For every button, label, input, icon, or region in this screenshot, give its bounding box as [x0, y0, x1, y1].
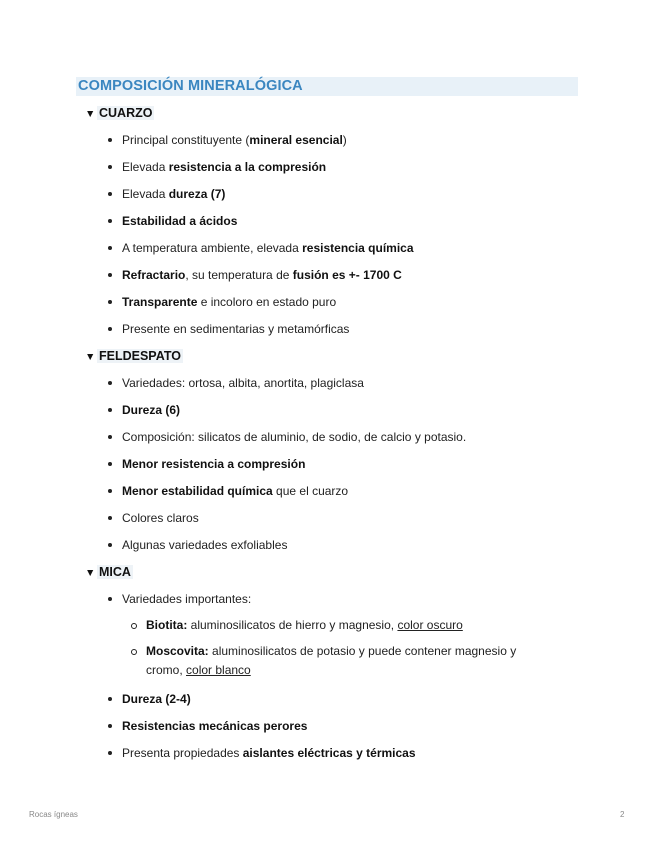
list-item: Transparente e incoloro en estado puro	[108, 294, 336, 310]
bullet-icon	[108, 751, 112, 755]
list-item: Presente en sedimentarias y metamórficas	[108, 321, 349, 337]
section-title: COMPOSICIÓN MINERALÓGICA	[76, 77, 578, 96]
list-item: Resistencias mecánicas perores	[108, 718, 307, 734]
toggle-title: CUARZO	[99, 106, 153, 120]
bullet-icon	[108, 381, 112, 385]
list-item: Algunas variedades exfoliables	[108, 537, 287, 553]
bullet-icon	[108, 543, 112, 547]
list-item: A temperatura ambiente, elevada resistencia química	[108, 240, 414, 256]
bullet-icon	[108, 300, 112, 304]
bullet-icon	[108, 435, 112, 439]
bullet-icon	[108, 246, 112, 250]
toggle-title: MICA	[99, 565, 131, 579]
bullet-icon	[108, 697, 112, 701]
toggle-cuarzo[interactable]	[85, 105, 154, 121]
list-item: Elevada dureza (7)	[108, 186, 225, 202]
bullet-icon	[108, 327, 112, 331]
bullet-icon	[108, 273, 112, 277]
bullet-icon	[108, 516, 112, 520]
list-item: Elevada resistencia a la compresión	[108, 159, 326, 175]
bullet-icon	[108, 597, 112, 601]
list-item: Menor estabilidad química que el cuarzo	[108, 483, 348, 499]
toggle-mica[interactable]	[85, 564, 133, 580]
list-item: Dureza (2-4)	[108, 691, 191, 707]
toggle-feldespato[interactable]	[85, 348, 183, 364]
footer-title: Rocas ígneas	[29, 810, 78, 819]
sub-list-item: Moscovita: aluminosilicatos de potasio y puede contener magnesio y cromo, color blanco	[131, 642, 551, 680]
list-item: Variedades importantes:	[108, 591, 251, 607]
toggle-arrow-icon: ▼	[85, 108, 96, 120]
list-item: Estabilidad a ácidos	[108, 213, 237, 229]
list-item: Variedades: ortosa, albita, anortita, plagiclasa	[108, 375, 364, 391]
bullet-icon	[108, 489, 112, 493]
bullet-icon	[108, 462, 112, 466]
list-item: Presenta propiedades aislantes eléctricas y térmicas	[108, 745, 416, 761]
bullet-icon	[108, 165, 112, 169]
list-item: Dureza (6)	[108, 402, 180, 418]
list-item: Refractario, su temperatura de fusión es +- 1700 C	[108, 267, 402, 283]
list-item: Composición: silicatos de aluminio, de sodio, de calcio y potasio.	[108, 429, 466, 445]
toggle-title: FELDESPATO	[99, 349, 181, 363]
toggle-arrow-icon: ▼	[85, 567, 96, 579]
bullet-icon	[108, 219, 112, 223]
circle-bullet-icon	[131, 649, 137, 655]
circle-bullet-icon	[131, 623, 137, 629]
sub-list-item: Biotita: aluminosilicatos de hierro y magnesio, color oscuro	[131, 616, 551, 635]
toggle-arrow-icon: ▼	[85, 351, 96, 363]
page-number: 2	[620, 810, 625, 819]
bullet-icon	[108, 192, 112, 196]
list-item: Menor resistencia a compresión	[108, 456, 305, 472]
bullet-icon	[108, 724, 112, 728]
bullet-icon	[108, 138, 112, 142]
list-item: Colores claros	[108, 510, 199, 526]
bullet-icon	[108, 408, 112, 412]
list-item: Principal constituyente (mineral esencial)	[108, 132, 347, 148]
